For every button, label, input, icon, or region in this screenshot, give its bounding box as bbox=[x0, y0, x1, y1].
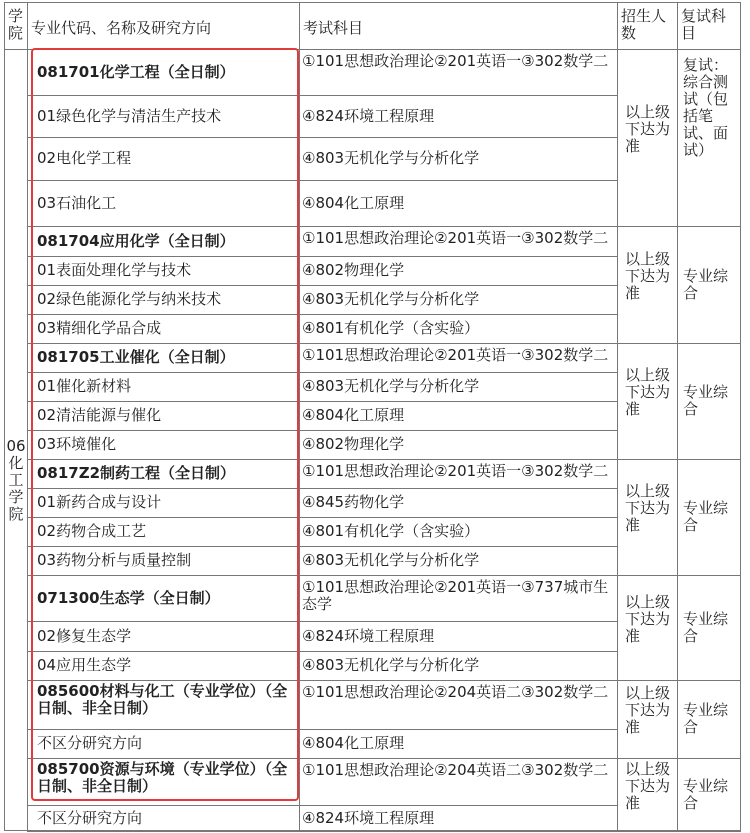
exam-subjects-main: ①101思想政治理论②201英语一③302数学二 bbox=[302, 53, 609, 70]
enrollment-quota: 以上级下达为准 bbox=[625, 104, 671, 155]
research-direction: 02绿色能源化学与纳米技术 bbox=[37, 291, 222, 308]
college-name: 06化工学院 bbox=[6, 438, 26, 523]
grid-line bbox=[4, 49, 741, 50]
program-title: 0817Z2制药工程（全日制） bbox=[37, 465, 236, 482]
header-major: 专业代码、名称及研究方向 bbox=[31, 19, 212, 37]
enrollment-quota: 以上级下达为准 bbox=[625, 483, 671, 534]
program-title: 071300生态学（全日制） bbox=[37, 590, 220, 607]
retest-subject: 专业综合 bbox=[683, 778, 729, 812]
grid-line bbox=[27, 430, 617, 431]
grid-line bbox=[27, 758, 741, 759]
exam-subject: ④804化工原理 bbox=[302, 735, 405, 752]
grid-line bbox=[27, 805, 617, 806]
research-direction: 03环境催化 bbox=[37, 436, 117, 453]
exam-subjects-main: ①101思想政治理论②201英语一③302数学二 bbox=[302, 463, 609, 480]
grid-line bbox=[27, 680, 741, 681]
grid-line bbox=[27, 621, 617, 622]
exam-subjects-main: ①101思想政治理论②201英语一③737城市生态学 bbox=[302, 579, 609, 613]
research-direction: 01催化新材料 bbox=[37, 378, 132, 395]
exam-subject: ④801有机化学（含实验） bbox=[302, 523, 480, 540]
research-direction: 不区分研究方向 bbox=[37, 810, 143, 827]
exam-subject: ④803无机化学与分析化学 bbox=[302, 378, 480, 395]
research-direction: 03石油化工 bbox=[37, 195, 117, 212]
grid-line bbox=[27, 95, 617, 96]
grid-line bbox=[27, 343, 741, 344]
header-exam: 考试科目 bbox=[303, 19, 364, 37]
exam-subject: ④804化工原理 bbox=[302, 407, 405, 424]
exam-subjects-main: ①101思想政治理论②201英语一③302数学二 bbox=[302, 230, 609, 247]
grid-line bbox=[4, 830, 741, 831]
header-quota: 招生人数 bbox=[621, 8, 667, 42]
research-direction: 不区分研究方向 bbox=[37, 735, 143, 752]
enrollment-quota: 以上级下达为准 bbox=[625, 594, 671, 645]
grid-line bbox=[4, 2, 741, 3]
admissions-table bbox=[4, 2, 741, 831]
research-direction: 01绿色化学与清洁生产技术 bbox=[37, 108, 222, 125]
grid-line bbox=[617, 2, 618, 831]
program-title: 081704应用化学（全日制） bbox=[37, 233, 235, 250]
research-direction: 02修复生态学 bbox=[37, 628, 132, 645]
grid-line bbox=[27, 372, 617, 373]
grid-line bbox=[27, 729, 617, 730]
research-direction: 02清洁能源与催化 bbox=[37, 407, 162, 424]
enrollment-quota: 以上级下达为准 bbox=[625, 251, 671, 302]
retest-subject: 复试：综合测试（包括笔试、面试） bbox=[683, 57, 729, 159]
grid-line bbox=[740, 2, 741, 831]
grid-line bbox=[27, 488, 617, 489]
program-title: 081701化学工程（全日制） bbox=[37, 64, 235, 81]
exam-subject: ④824环境工程原理 bbox=[302, 628, 435, 645]
grid-line bbox=[27, 546, 617, 547]
exam-subject: ④803无机化学与分析化学 bbox=[302, 150, 480, 167]
retest-subject: 专业综合 bbox=[683, 384, 729, 418]
research-direction: 02药物合成工艺 bbox=[37, 523, 147, 540]
program-title: 081705工业催化（全日制） bbox=[37, 349, 235, 366]
exam-subject: ④804化工原理 bbox=[302, 195, 405, 212]
grid-line bbox=[27, 2, 28, 831]
exam-subject: ④824环境工程原理 bbox=[302, 810, 435, 827]
grid-line bbox=[27, 226, 741, 227]
exam-subject: ④824环境工程原理 bbox=[302, 108, 435, 125]
grid-line bbox=[27, 651, 617, 652]
exam-subject: ④802物理化学 bbox=[302, 262, 405, 279]
grid-line bbox=[4, 2, 5, 831]
research-direction: 03精细化学品合成 bbox=[37, 320, 162, 337]
retest-subject: 专业综合 bbox=[683, 268, 729, 302]
retest-subject: 专业综合 bbox=[683, 611, 729, 645]
retest-subject: 专业综合 bbox=[683, 702, 729, 736]
research-direction: 01新药合成与设计 bbox=[37, 494, 162, 511]
program-title: 085600材料与化工（专业学位）（全日制、非全日制） bbox=[37, 683, 288, 717]
grid-line bbox=[677, 2, 678, 831]
exam-subject: ④802物理化学 bbox=[302, 436, 405, 453]
grid-line bbox=[27, 180, 617, 181]
exam-subject: ④803无机化学与分析化学 bbox=[302, 552, 480, 569]
exam-subjects-main: ①101思想政治理论②204英语二③302数学二 bbox=[302, 762, 609, 779]
research-direction: 03药物分析与质量控制 bbox=[37, 552, 192, 569]
enrollment-quota: 以上级下达为准 bbox=[625, 685, 671, 736]
research-direction: 04应用生态学 bbox=[37, 657, 132, 674]
exam-subject: ④803无机化学与分析化学 bbox=[302, 657, 480, 674]
enrollment-quota: 以上级下达为准 bbox=[625, 367, 671, 418]
research-direction: 01表面处理化学与技术 bbox=[37, 262, 192, 279]
program-title: 085700资源与环境（专业学位）（全日制、非全日制） bbox=[37, 761, 288, 795]
grid-line bbox=[27, 831, 741, 832]
header-college: 学院 bbox=[8, 8, 23, 42]
header-retest: 复试科目 bbox=[681, 8, 727, 42]
exam-subject: ④803无机化学与分析化学 bbox=[302, 291, 480, 308]
exam-subjects-main: ①101思想政治理论②201英语一③302数学二 bbox=[302, 347, 609, 364]
grid-line bbox=[27, 517, 617, 518]
retest-subject: 专业综合 bbox=[683, 500, 729, 534]
grid-line bbox=[27, 256, 617, 257]
exam-subject: ④845药物化学 bbox=[302, 494, 405, 511]
grid-line bbox=[27, 401, 617, 402]
grid-line bbox=[27, 137, 617, 138]
grid-line bbox=[27, 575, 741, 576]
grid-line bbox=[27, 459, 741, 460]
enrollment-quota: 以上级下达为准 bbox=[625, 761, 671, 812]
exam-subject: ④801有机化学（含实验） bbox=[302, 320, 480, 337]
exam-subjects-main: ①101思想政治理论②204英语二③302数学二 bbox=[302, 684, 609, 701]
grid-line bbox=[27, 314, 617, 315]
research-direction: 02电化学工程 bbox=[37, 150, 132, 167]
grid-line bbox=[27, 285, 617, 286]
grid-line bbox=[299, 2, 300, 831]
